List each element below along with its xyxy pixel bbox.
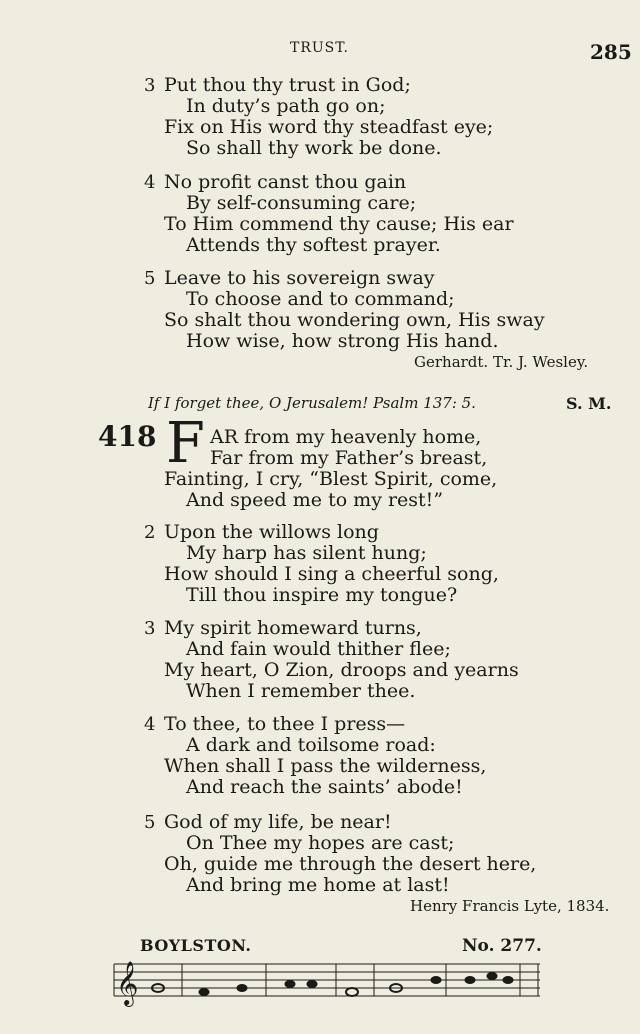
stanza-number: 5 — [144, 268, 156, 289]
stanza-number: 4 — [144, 714, 156, 735]
verse-line: How wise, how strong His hand. — [186, 330, 499, 352]
verse-line: So shalt thou wondering own, His sway — [164, 309, 545, 331]
scripture-reference: If I forget thee, O Jerusalem! Psalm 137: 5. — [148, 394, 476, 412]
verse-line: And reach the saints’ abode! — [186, 776, 463, 798]
stanza-number: 3 — [144, 75, 156, 96]
stanza-number: 3 — [144, 618, 156, 639]
verse-line: AR from my heavenly home, — [210, 426, 482, 448]
verse-line: No profit canst thou gain — [164, 171, 407, 193]
verse-line: When I remember thee. — [186, 680, 416, 702]
verse-line: My spirit homeward turns, — [164, 617, 422, 639]
meter: S. M. — [566, 394, 612, 413]
verse-line: And speed me to my rest!” — [186, 489, 444, 511]
verse-line: And bring me home at last! — [186, 874, 450, 896]
stanza-number: 2 — [144, 522, 156, 543]
verse-line: A dark and toilsome road: — [186, 734, 436, 756]
verse-line: Upon the willows long — [164, 521, 379, 543]
verse-line: God of my life, be near! — [164, 811, 392, 833]
verse-line: To choose and to command; — [186, 288, 455, 310]
verse-line: On Thee my hopes are cast; — [186, 832, 455, 854]
drop-cap: F — [166, 411, 205, 476]
verse-line: And fain would thither flee; — [186, 638, 451, 660]
verse-line: Fix on His word thy steadfast eye; — [164, 116, 494, 138]
verse-line: My harp has silent hung; — [186, 542, 427, 564]
tune-name: BOYLSTON. — [140, 936, 252, 955]
verse-line: Oh, guide me through the desert here, — [164, 853, 537, 875]
verse-line: Far from my Father’s breast, — [210, 447, 488, 469]
verse-line: My heart, O Zion, droops and yearns — [164, 659, 519, 681]
page-title: TRUST. — [290, 40, 349, 56]
page-number: 285 — [590, 40, 632, 64]
verse-line: Put thou thy trust in God; — [164, 74, 411, 96]
verse-line: To thee, to thee I press— — [164, 713, 406, 735]
music-staff — [100, 952, 540, 1012]
verse-line: Fainting, I cry, “Blest Spirit, come, — [164, 468, 498, 490]
attribution: Gerhardt. Tr. J. Wesley. — [414, 353, 589, 371]
verse-line: So shall thy work be done. — [186, 137, 442, 159]
hymn-number: 418 — [98, 420, 157, 453]
verse-line: How should I sing a cheerful song, — [164, 563, 499, 585]
verse-line: When shall I pass the wilderness, — [164, 755, 487, 777]
treble-clef-icon: 𝄞 — [116, 961, 139, 1005]
verse-line: To Him commend thy cause; His ear — [164, 213, 514, 235]
verse-line: Till thou inspire my tongue? — [186, 584, 458, 606]
verse-line: Leave to his sovereign sway — [164, 267, 435, 289]
attribution: Henry Francis Lyte, 1834. — [410, 897, 610, 915]
verse-line: In duty’s path go on; — [186, 95, 386, 117]
tune-number: No. 277. — [462, 936, 542, 956]
verse-line: By self-consuming care; — [186, 192, 417, 214]
stanza-number: 4 — [144, 172, 156, 193]
stanza-number: 5 — [144, 812, 156, 833]
verse-line: Attends thy softest prayer. — [186, 234, 441, 256]
